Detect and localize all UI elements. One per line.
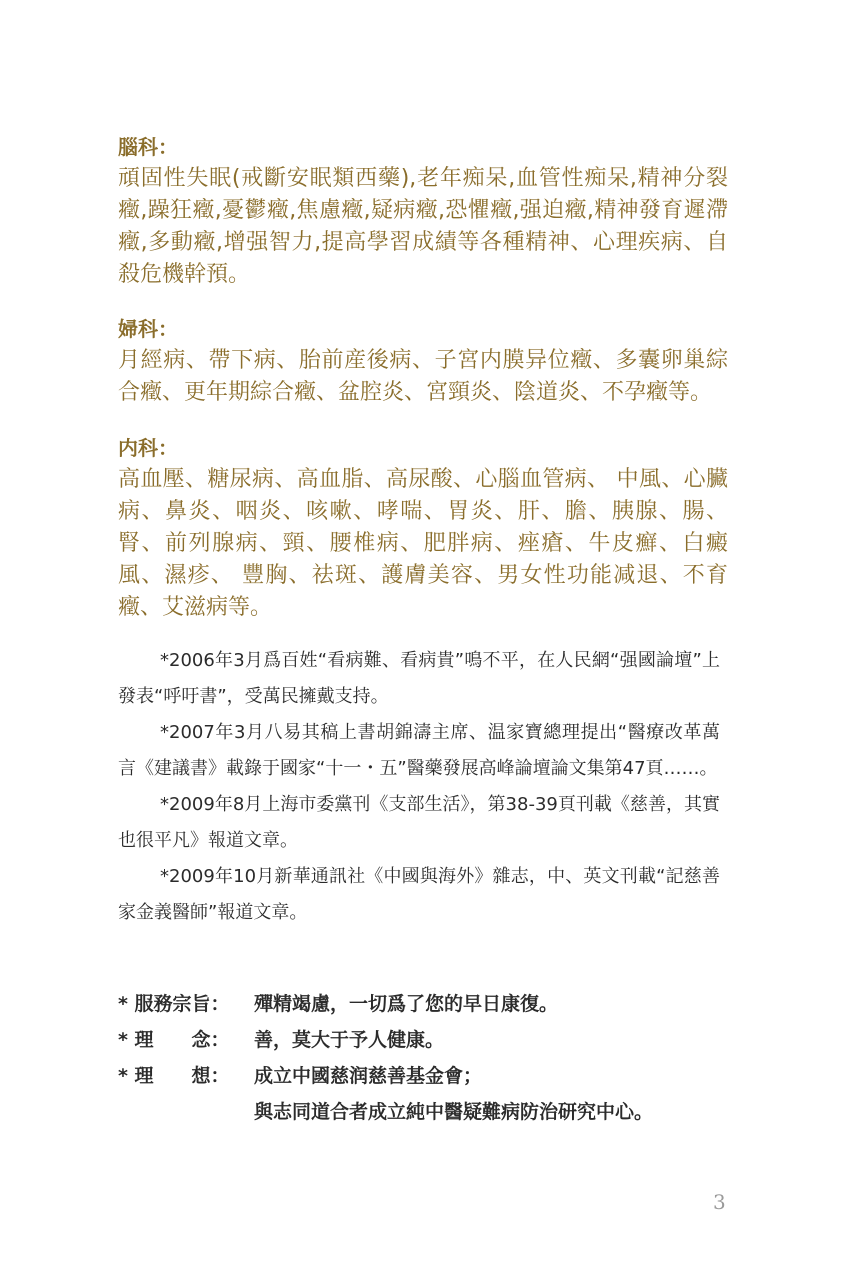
note-paragraph: *2006年3月爲百姓“看病難、看病貴”鳴不平，在人民網“强國論壇”上發表“呼吁書”，受萬民擁戴支持。 <box>118 650 720 707</box>
motto-label: * 服務宗旨： <box>118 993 230 1015</box>
section-body: 高血壓、糖尿病、高血脂、高尿酸、心腦血管病、 中風、心臟病、鼻炎、咽炎、咳嗽、哮喘、胃炎、肝、膽、胰腺、腸、腎、前列腺病、頸、腰椎病、肥胖病、痤瘡、牛皮癬、白癜風、濕疹、 豐胸、祛斑、護膚美容、男女性功能减退、不育癥、艾滋病等。 <box>118 467 728 620</box>
motto-row-philosophy <box>118 1022 738 1058</box>
section-heading: 内科： <box>118 436 178 460</box>
section-heading: 腦科： <box>118 135 178 159</box>
section-body: 月經病、帶下病、胎前産後病、子宮内膜异位癥、多囊卵巢綜合癥、更年期綜合癥、盆腔炎、宮頸炎、陰道炎、不孕癥等。 <box>118 348 728 405</box>
note-paragraph: *2007年3月八易其稿上書胡錦濤主席、温家寶總理提出“醫療改革萬言《建議書》載錄于國家“十一・五”醫藥發展高峰論壇論文集第47頁……。 <box>118 722 720 779</box>
section-heading: 婦科： <box>118 317 178 341</box>
section-neurology <box>118 131 728 291</box>
motto-label: * 理 想： <box>118 1065 230 1087</box>
mission-statements <box>118 986 738 1130</box>
motto-label: * 理 念： <box>118 1029 230 1051</box>
motto-row-ideal <box>118 1058 738 1094</box>
page-number: 3 <box>713 1190 726 1214</box>
motto-text: 殫精竭慮，一切爲了您的早日康復。 <box>254 993 559 1015</box>
motto-continuation: 與志同道合者成立純中醫疑難病防治研究中心。 <box>254 1101 654 1123</box>
section-internal-medicine <box>118 432 728 624</box>
motto-text: 成立中國慈润慈善基金會； <box>254 1065 483 1087</box>
achievement-notes <box>118 643 720 931</box>
note-paragraph: *2009年10月新華通訊社《中國與海外》雜志，中、英文刊載“記慈善家金義醫師”報道文章。 <box>118 866 720 923</box>
motto-text: 善，莫大于予人健康。 <box>254 1029 445 1051</box>
section-body: 頑固性失眠(戒斷安眠類西藥),老年痴呆,血管性痴呆,精神分裂癥,躁狂癥,憂鬱癥,焦慮癥,疑病癥,恐懼癥,强迫癥,精神發育遲滯癥,多動癥,增强智力,提高學習成績等各種精神、心理疾病、自殺危機幹預。 <box>118 166 728 287</box>
motto-row-purpose <box>118 986 738 1022</box>
note-paragraph: *2009年8月上海市委黨刊《支部生活》，第38-39頁刊載《慈善，其實也很平凡》報道文章。 <box>118 794 720 851</box>
section-gynecology <box>118 313 728 409</box>
